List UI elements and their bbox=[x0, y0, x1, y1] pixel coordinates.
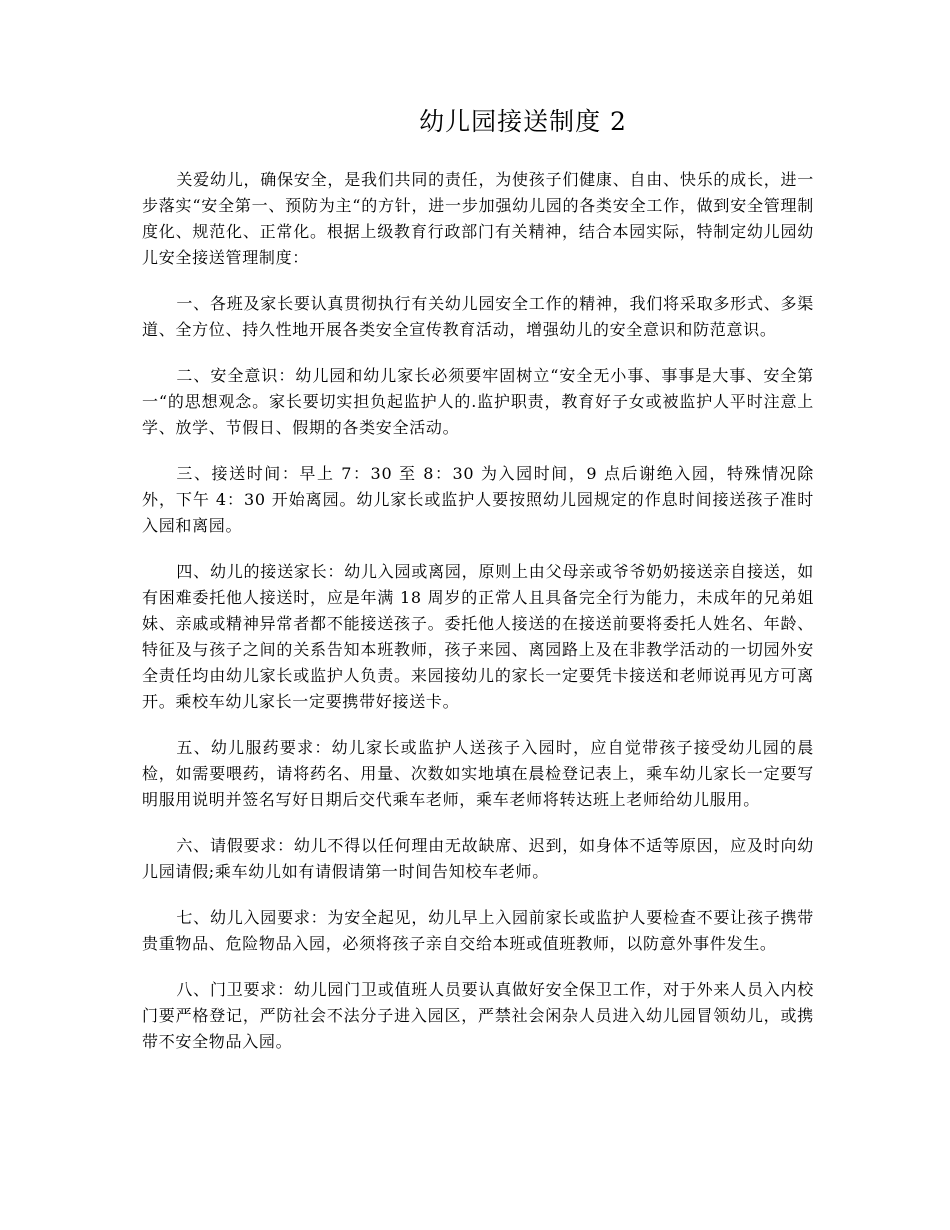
paragraph-1-general: 一、各班及家长要认真贯彻执行有关幼儿园安全工作的精神，我们将采取多形式、多渠道、全方位、持久性地开展各类安全宣传教育活动，增强幼儿的安全意识和防范意识。 bbox=[142, 294, 814, 339]
paragraph-7-entry-requirements: 七、幼儿入园要求：为安全起见，幼儿早上入园前家长或监护人要检查不要让孩子携带贵重物品、危险物品入园，必须将孩子亲自交给本班或值班教师，以防意外事件发生。 bbox=[142, 908, 814, 953]
paragraph-3-pickup-time: 三、接送时间：早上 7：30 至 8：30 为入园时间，9 点后谢绝入园，特殊情况除外，下午 4：30 开始离园。幼儿家长或监护人要按照幼儿园规定的作息时间接送孩子准时入园和离园。 bbox=[142, 464, 814, 535]
paragraph-4-pickup-parents: 四、幼儿的接送家长：幼儿入园或离园，原则上由父母亲或爷爷奶奶接送亲自接送，如有困难委托他人接送时，应是年满 18 周岁的正常人且具备完全行为能力，未成年的兄弟姐妹、亲戚或精神异常者都不能接送孩子。委托他人接送的在接送前要将委托人姓名、年龄、特征及与孩子之间的关系告知本班教师，孩子来园、离园路上及在非教学活动的一切园外安全责任均由幼儿家长或监护人负责。来园接幼儿的家长一定要凭卡接送和老师说再见方可离开。乘校车幼儿家长一定要携带好接送卡。 bbox=[142, 562, 814, 711]
paragraph-6-leave-request: 六、请假要求：幼儿不得以任何理由无故缺席、迟到，如身体不适等原因，应及时向幼儿园请假;乘车幼儿如有请假请第一时间告知校车老师。 bbox=[142, 836, 814, 881]
paragraph-8-gate-security: 八、门卫要求：幼儿园门卫或值班人员要认真做好安全保卫工作，对于外来人员入内校门要严格登记，严防社会不法分子进入园区，严禁社会闲杂人员进入幼儿园冒领幼儿，或携带不安全物品入园。 bbox=[142, 980, 814, 1051]
paragraph-2-safety-awareness: 二、安全意识：幼儿园和幼儿家长必须要牢固树立“安全无小事、事事是大事、安全第一“的思想观念。家长要切实担负起监护人的.监护职责，教育好子女或被监护人平时注意上学、放学、节假日、假期的各类安全活动。 bbox=[142, 366, 814, 437]
paragraph-5-medication: 五、幼儿服药要求：幼儿家长或监护人送孩子入园时，应自觉带孩子接受幼儿园的晨检，如需要喂药，请将药名、用量、次数如实地填在晨检登记表上，乘车幼儿家长一定要写明服用说明并签名写好日期后交代乘车老师，乘车老师将转达班上老师给幼儿服用。 bbox=[142, 738, 814, 809]
paragraph-intro: 关爱幼儿，确保安全，是我们共同的责任，为使孩子们健康、自由、快乐的成长，进一步落实“安全第一、预防为主“的方针，进一步加强幼儿园的各类安全工作，做到安全管理制度化、规范化、正常化。根据上级教育行政部门有关精神，结合本园实际，特制定幼儿园幼儿安全接送管理制度： bbox=[142, 170, 814, 267]
document-title: 幼儿园接送制度 2 bbox=[419, 107, 627, 136]
document-body bbox=[142, 167, 814, 1075]
